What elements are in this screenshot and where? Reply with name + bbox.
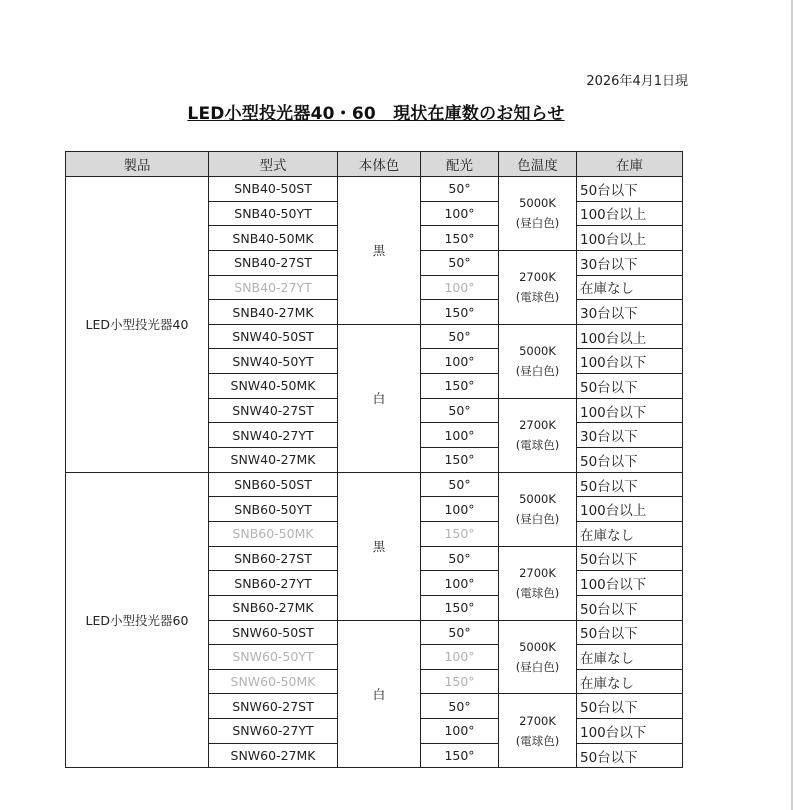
beam-cell: 100° (421, 645, 499, 670)
stock-cell: 50台以下 (577, 595, 683, 620)
beam-cell: 100° (421, 423, 499, 448)
header-color-temp: 色温度 (499, 152, 577, 177)
stock-cell: 100台以上 (577, 201, 683, 226)
color-temp-cell (499, 324, 577, 398)
model-cell: SNB60-50ST (209, 472, 338, 497)
stock-cell: 100台以上 (577, 324, 683, 349)
beam-cell: 50° (421, 472, 499, 497)
temp-value: 2700K (519, 418, 556, 433)
page-title: LED小型投光器40・60 現状在庫数のお知らせ (187, 104, 565, 124)
beam-cell: 100° (421, 497, 499, 522)
color-temp-cell (499, 472, 577, 546)
body-color-cell: 黒 (338, 472, 421, 620)
model-cell: SNB40-50ST (209, 177, 338, 202)
temp-value: 5000K (519, 492, 556, 507)
temp-value: 2700K (519, 270, 556, 285)
temp-name: (電球色) (515, 733, 560, 748)
stock-cell: 50台以下 (577, 177, 683, 202)
table-header-row (66, 152, 683, 177)
stock-table (65, 151, 683, 768)
beam-cell: 150° (421, 300, 499, 325)
stock-cell: 50台以下 (577, 374, 683, 399)
stock-cell: 30台以下 (577, 300, 683, 325)
beam-cell: 150° (421, 448, 499, 473)
color-temp-cell (499, 177, 577, 251)
model-cell: SNW40-50MK (209, 374, 338, 399)
model-cell: SNB40-50YT (209, 201, 338, 226)
beam-cell: 150° (421, 743, 499, 768)
product-cell: LED小型投光器40 (66, 177, 209, 473)
model-cell: SNW60-27YT (209, 719, 338, 744)
temp-name: (電球色) (515, 586, 560, 601)
beam-cell: 50° (421, 620, 499, 645)
color-temp-cell (499, 250, 577, 324)
color-temp-cell (499, 546, 577, 620)
beam-cell: 100° (421, 571, 499, 596)
model-cell: SNW60-50ST (209, 620, 338, 645)
temp-name: (昼白色) (515, 216, 560, 231)
model-cell: SNW40-50YT (209, 349, 338, 374)
stock-cell: 50台以下 (577, 694, 683, 719)
model-cell: SNW60-27ST (209, 694, 338, 719)
model-cell: SNB60-50MK (209, 521, 338, 546)
beam-cell: 50° (421, 546, 499, 571)
temp-value: 5000K (519, 196, 556, 211)
color-temp-cell (499, 620, 577, 694)
beam-cell: 150° (421, 521, 499, 546)
stock-cell: 100台以下 (577, 398, 683, 423)
temp-name: (昼白色) (515, 512, 560, 527)
model-cell: SNW40-50ST (209, 324, 338, 349)
beam-cell: 50° (421, 250, 499, 275)
model-cell: SNW40-27MK (209, 448, 338, 473)
color-temp-cell (499, 398, 577, 472)
stock-cell: 100台以下 (577, 349, 683, 374)
header-product: 製品 (66, 152, 209, 177)
table-row (66, 472, 683, 497)
stock-cell: 50台以下 (577, 472, 683, 497)
stock-cell: 50台以下 (577, 743, 683, 768)
temp-value: 5000K (519, 639, 556, 654)
document-date: 2026年4月1日現 (586, 74, 688, 89)
color-temp-cell (499, 694, 577, 768)
model-cell: SNW60-50MK (209, 669, 338, 694)
beam-cell: 150° (421, 374, 499, 399)
model-cell: SNB60-27ST (209, 546, 338, 571)
model-cell: SNB60-27MK (209, 595, 338, 620)
body-color-cell: 白 (338, 324, 421, 472)
beam-cell: 150° (421, 595, 499, 620)
temp-value: 5000K (519, 344, 556, 359)
model-cell: SNB60-27YT (209, 571, 338, 596)
beam-cell: 100° (421, 349, 499, 374)
model-cell: SNB60-50YT (209, 497, 338, 522)
model-cell: SNB40-50MK (209, 226, 338, 251)
beam-cell: 50° (421, 324, 499, 349)
temp-name: (昼白色) (515, 659, 560, 674)
header-body-color: 本体色 (338, 152, 421, 177)
stock-cell: 50台以下 (577, 448, 683, 473)
temp-name: (昼白色) (515, 364, 560, 379)
header-model: 型式 (209, 152, 338, 177)
beam-cell: 150° (421, 669, 499, 694)
stock-cell: 30台以下 (577, 423, 683, 448)
header-beam: 配光 (421, 152, 499, 177)
beam-cell: 50° (421, 694, 499, 719)
stock-cell: 100台以上 (577, 226, 683, 251)
stock-cell: 50台以下 (577, 546, 683, 571)
stock-cell: 50台以下 (577, 620, 683, 645)
body-color-cell: 黒 (338, 177, 421, 325)
product-cell: LED小型投光器60 (66, 472, 209, 768)
beam-cell: 100° (421, 201, 499, 226)
stock-cell: 在庫なし (577, 669, 683, 694)
model-cell: SNW40-27YT (209, 423, 338, 448)
stock-cell: 100台以下 (577, 719, 683, 744)
beam-cell: 50° (421, 177, 499, 202)
temp-name: (電球色) (515, 438, 560, 453)
temp-value: 2700K (519, 566, 556, 581)
model-cell: SNB40-27ST (209, 250, 338, 275)
beam-cell: 150° (421, 226, 499, 251)
stock-cell: 100台以上 (577, 497, 683, 522)
stock-cell: 在庫なし (577, 275, 683, 300)
beam-cell: 100° (421, 719, 499, 744)
beam-cell: 50° (421, 398, 499, 423)
model-cell: SNB40-27YT (209, 275, 338, 300)
temp-value: 2700K (519, 713, 556, 728)
model-cell: SNW40-27ST (209, 398, 338, 423)
model-cell: SNB40-27MK (209, 300, 338, 325)
table-row (66, 177, 683, 202)
header-stock: 在庫 (577, 152, 683, 177)
stock-cell: 在庫なし (577, 645, 683, 670)
stock-cell: 30台以下 (577, 250, 683, 275)
model-cell: SNW60-27MK (209, 743, 338, 768)
temp-name: (電球色) (515, 290, 560, 305)
model-cell: SNW60-50YT (209, 645, 338, 670)
stock-cell: 100台以下 (577, 571, 683, 596)
body-color-cell: 白 (338, 620, 421, 768)
stock-cell: 在庫なし (577, 521, 683, 546)
beam-cell: 100° (421, 275, 499, 300)
